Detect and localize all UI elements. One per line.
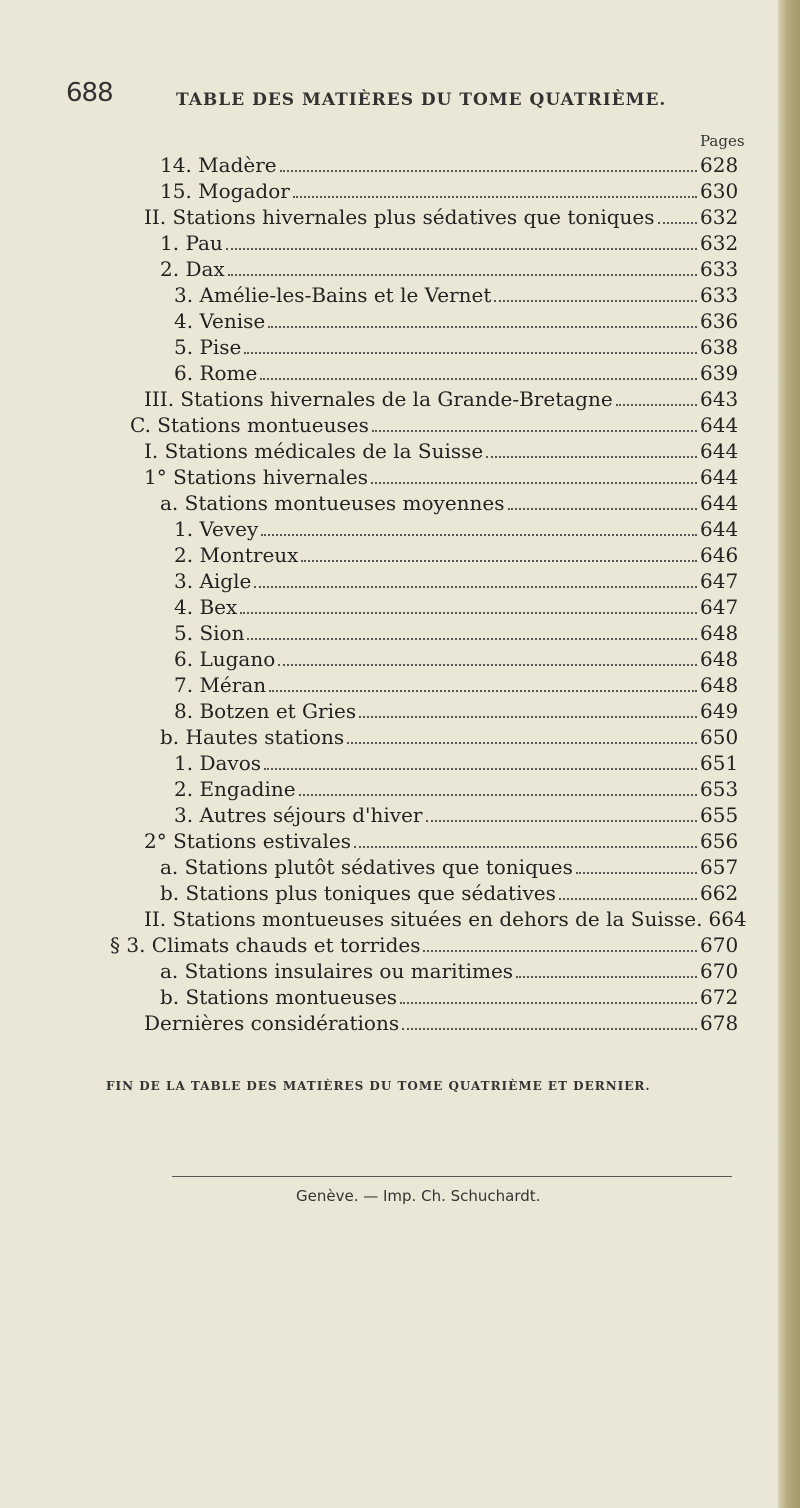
toc-entry-text: 4. Venise: [174, 309, 266, 333]
toc-entry: [130, 958, 738, 984]
toc-entry-text: a. Stations plutôt sédatives que toniques: [160, 855, 573, 879]
toc-entry: [130, 594, 738, 620]
toc-entry: [130, 854, 738, 880]
leader-dots: [516, 959, 697, 978]
toc-entry-text: 1° Stations hivernales: [144, 465, 368, 489]
toc-entry-text: a. Stations insulaires ou maritimes: [160, 959, 514, 983]
leader-dots: [278, 647, 697, 666]
toc-entry-page: 644: [700, 413, 739, 437]
toc-entry: [130, 438, 738, 464]
toc-entry-page: 644: [700, 439, 739, 463]
toc-entry: [130, 698, 738, 724]
leader-dots: [372, 413, 697, 432]
toc-entry-page: 672: [700, 985, 739, 1009]
table-of-contents: [110, 152, 747, 1036]
toc-entry: [130, 646, 738, 672]
toc-entry: [130, 152, 738, 178]
toc-entry: [130, 256, 738, 282]
toc-entry: [130, 568, 738, 594]
toc-entry-page: 644: [700, 491, 739, 515]
toc-entry: [130, 880, 738, 906]
leader-dots: [354, 829, 697, 848]
leader-dots: [400, 985, 697, 1004]
toc-entry-page: 670: [700, 933, 739, 957]
leader-dots: [347, 725, 697, 744]
toc-entry-page: 657: [700, 855, 739, 879]
leader-dots: [293, 179, 697, 198]
toc-entry-text: 15. Mogador: [160, 179, 290, 203]
toc-entry-page: 653: [700, 777, 739, 801]
toc-entry-page: 632: [700, 205, 739, 229]
toc-entry-page: 662: [700, 881, 739, 905]
leader-dots: [264, 751, 697, 770]
pages-column-label: Pages: [700, 132, 745, 150]
toc-entry-page: 648: [700, 647, 739, 671]
toc-entry: [130, 620, 738, 646]
printer-imprint: Genève. — Imp. Ch. Schuchardt.: [296, 1187, 541, 1205]
leader-dots: [254, 569, 697, 588]
toc-entry: [130, 802, 738, 828]
toc-entry-text: 6. Lugano: [174, 647, 276, 671]
toc-entry-page: 670: [700, 959, 739, 983]
leader-dots: [508, 491, 697, 510]
toc-entry-page: 664: [708, 907, 747, 931]
toc-entry: [110, 932, 738, 958]
toc-entry-text: b. Stations plus toniques que sédatives: [160, 881, 556, 905]
toc-entry-page: 678: [700, 1011, 739, 1035]
toc-entry-text: b. Stations montueuses: [160, 985, 398, 1009]
page-header: [66, 78, 706, 118]
toc-entry-text: Dernières considérations: [144, 1011, 400, 1035]
toc-entry-text: 6. Rome: [174, 361, 258, 385]
toc-entry-text: 1. Pau: [160, 231, 223, 255]
footer-rule: [172, 1176, 732, 1177]
toc-entry-page: 638: [700, 335, 739, 359]
toc-entry-page: 655: [700, 803, 739, 827]
leader-dots: [559, 881, 697, 900]
toc-entry: [130, 386, 738, 412]
toc-entry-page: 628: [700, 153, 739, 177]
page-edge: [778, 0, 800, 1508]
leader-dots: [244, 335, 697, 354]
toc-entry: [130, 750, 738, 776]
toc-entry-text: 2. Dax: [160, 257, 225, 281]
toc-entry-text: 5. Pise: [174, 335, 242, 359]
leader-dots: [494, 283, 697, 302]
toc-entry: [130, 490, 738, 516]
toc-entry-text: 14. Madère: [160, 153, 277, 177]
leader-dots: [576, 855, 697, 874]
leader-dots: [247, 621, 697, 640]
toc-entry: [130, 516, 738, 542]
toc-entry-text: 5. Sion: [174, 621, 245, 645]
toc-entry-page: 636: [700, 309, 739, 333]
toc-entry-text: II. Stations montueuses situées en dehors de la Suisse.: [144, 907, 703, 931]
leader-dots: [423, 933, 697, 952]
toc-entry-page: 648: [700, 673, 739, 697]
toc-entry: [130, 308, 738, 334]
toc-entry-page: 651: [700, 751, 739, 775]
toc-entry-text: II. Stations hivernales plus sédatives que toniques: [144, 205, 655, 229]
toc-entry: [130, 906, 747, 932]
toc-entry-page: 632: [700, 231, 739, 255]
toc-entry-text: 2. Engadine: [174, 777, 296, 801]
toc-entry-page: 633: [700, 257, 739, 281]
leader-dots: [226, 231, 697, 250]
toc-entry-text: 3. Autres séjours d'hiver: [174, 803, 423, 827]
toc-entry: [130, 828, 738, 854]
toc-entry-text: 3. Aigle: [174, 569, 252, 593]
toc-entry: [130, 1010, 738, 1036]
leader-dots: [299, 777, 697, 796]
leader-dots: [269, 673, 697, 692]
toc-entry-text: 7. Méran: [174, 673, 267, 697]
leader-dots: [260, 361, 697, 380]
toc-entry-text: 1. Vevey: [174, 517, 259, 541]
toc-entry: [130, 724, 738, 750]
toc-entry: [130, 178, 738, 204]
leader-dots: [280, 153, 697, 172]
leader-dots: [301, 543, 697, 562]
toc-entry: [130, 360, 738, 386]
toc-entry-text: 8. Botzen et Gries: [174, 699, 357, 723]
toc-entry: [130, 204, 738, 230]
end-note: FIN DE LA TABLE DES MATIÈRES DU TOME QUATRIÈME ET DERNIER.: [106, 1079, 651, 1093]
toc-entry-text: 2° Stations estivales: [144, 829, 351, 853]
leader-dots: [240, 595, 697, 614]
toc-entry-text: 1. Davos: [174, 751, 262, 775]
toc-entry-page: 639: [700, 361, 739, 385]
toc-entry-text: I. Stations médicales de la Suisse: [144, 439, 484, 463]
toc-entry-page: 647: [700, 595, 739, 619]
leader-dots: [658, 205, 697, 224]
toc-entry-page: 647: [700, 569, 739, 593]
toc-entry-page: 633: [700, 283, 739, 307]
leader-dots: [402, 1011, 697, 1030]
toc-entry-page: 643: [700, 387, 739, 411]
toc-entry: [130, 776, 738, 802]
toc-entry-text: b. Hautes stations: [160, 725, 345, 749]
leader-dots: [486, 439, 697, 458]
toc-entry: [130, 542, 738, 568]
toc-entry-page: 656: [700, 829, 739, 853]
toc-entry-page: 644: [700, 517, 739, 541]
toc-entry-page: 644: [700, 465, 739, 489]
toc-entry-page: 646: [700, 543, 739, 567]
toc-entry-text: 3. Amélie-les-Bains et le Vernet: [174, 283, 492, 307]
toc-entry-text: 4. Bex: [174, 595, 238, 619]
leader-dots: [359, 699, 697, 718]
page-number: 688: [66, 78, 113, 108]
leader-dots: [426, 803, 698, 822]
leader-dots: [261, 517, 697, 536]
toc-entry: [130, 464, 738, 490]
toc-entry-page: 649: [700, 699, 739, 723]
toc-entry-text: § 3. Climats chauds et torrides: [110, 933, 421, 957]
toc-entry: [130, 672, 738, 698]
leader-dots: [268, 309, 697, 328]
toc-entry: [130, 282, 738, 308]
toc-entry-text: 2. Montreux: [174, 543, 299, 567]
toc-entry-text: C. Stations montueuses: [130, 413, 369, 437]
leader-dots: [616, 387, 697, 406]
toc-entry-text: III. Stations hivernales de la Grande-Bretagne: [144, 387, 613, 411]
toc-entry: [130, 984, 738, 1010]
running-title: TABLE DES MATIÈRES DU TOME QUATRIÈME.: [176, 90, 667, 110]
toc-entry-page: 650: [700, 725, 739, 749]
toc-entry-page: 648: [700, 621, 739, 645]
toc-entry-page: 630: [700, 179, 739, 203]
toc-entry: [130, 412, 738, 438]
leader-dots: [371, 465, 697, 484]
toc-entry: [130, 230, 738, 256]
leader-dots: [228, 257, 697, 276]
toc-entry: [130, 334, 738, 360]
toc-entry-text: a. Stations montueuses moyennes: [160, 491, 505, 515]
